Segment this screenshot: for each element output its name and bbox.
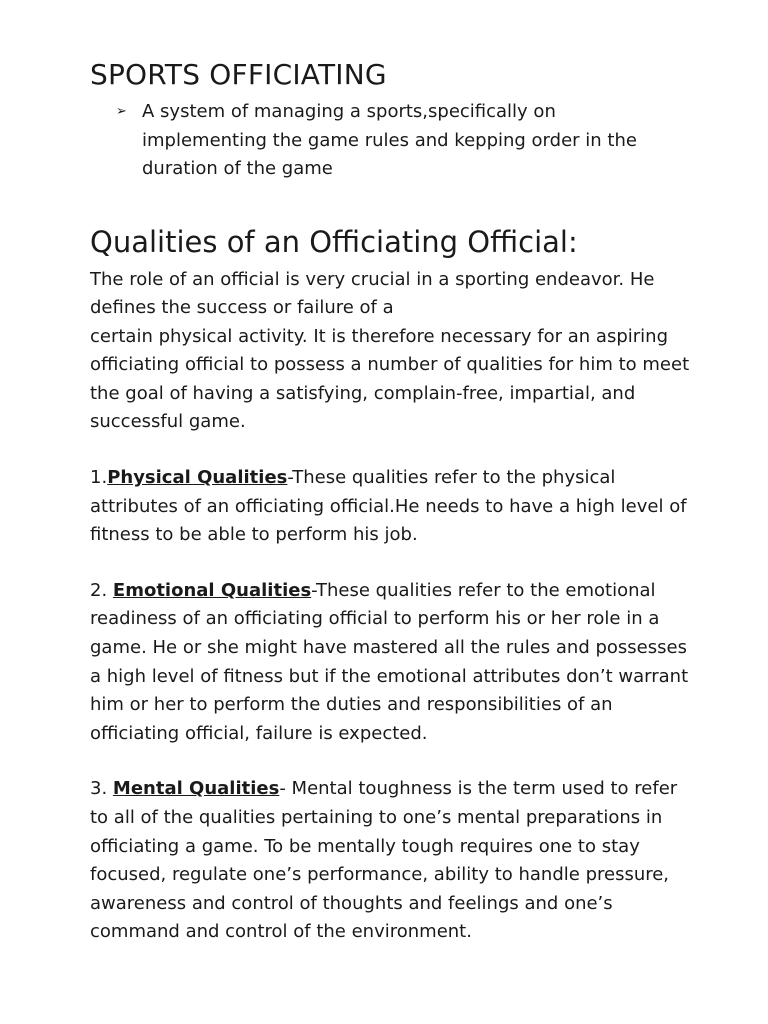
arrow-bullet-icon: ➢ <box>116 104 127 119</box>
section-heading: Qualities of an Officiating Official: <box>90 224 578 259</box>
quality-emotional <box>90 577 690 749</box>
quality-term: Emotional Qualities <box>112 579 312 601</box>
quality-term: Physical Qualities <box>107 467 288 489</box>
quality-number: 3. <box>90 778 113 800</box>
quality-number: 2. <box>90 579 113 601</box>
intro-line-1: The role of an official is very crucial in a sporting endeavor. He defines the success or failure of a <box>90 268 655 319</box>
quality-description: -These qualities refer to the physical attributes of an officiating official.He needs to have a high level of fitness to be able to perform his job. <box>90 467 687 546</box>
document-page <box>90 56 690 947</box>
quality-term: Mental Qualities <box>112 778 280 800</box>
quality-description: -These qualities refer to the emotional readiness of an officiating official to perform his or her role in a game. He or she might have mastered all the rules and possesses a high level of fitness but if the emotional attributes don’t warrant him or her to perform the duties and responsibilities of an officiating official, failure is expected. <box>90 579 689 744</box>
intro-line-2: certain physical activity. It is therefore necessary for an aspiring officiating official to possess a number of qualities for him to meet the goal of having a satisfying, complain-free, impartial, and successful game. <box>90 325 690 433</box>
quality-description: - Mental toughness is the term used to refer to all of the qualities pertaining to one’s mental preparations in officiating a game. To be mentally tough requires one to stay focused, regulate one’s performance, ability to handle pressure, awareness and control of thoughts and feelings and one’s command and control of the environment. <box>90 778 678 943</box>
document-title: SPORTS OFFICIATING <box>90 58 387 91</box>
definition-bullet <box>116 98 690 184</box>
quality-number: 1. <box>90 467 108 489</box>
quality-mental <box>90 775 690 947</box>
intro-paragraph <box>90 266 690 438</box>
quality-physical <box>90 464 690 550</box>
definition-text: A system of managing a sports,specifically on implementing the game rules and kepping order in the duration of the game <box>142 101 637 179</box>
